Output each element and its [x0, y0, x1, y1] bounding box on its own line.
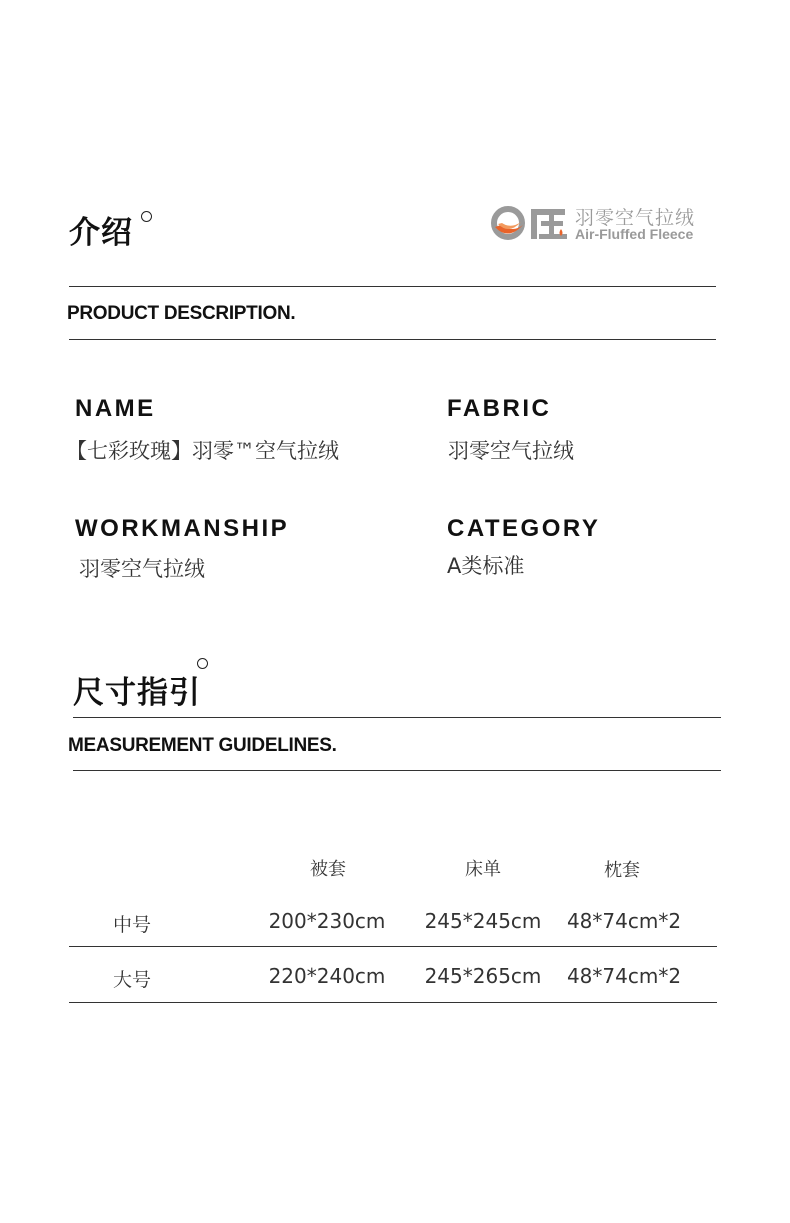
divider: [69, 286, 716, 287]
table-row-divider: [69, 1002, 717, 1003]
brand-logo: [491, 203, 703, 243]
column-header-duvet: 被套: [310, 859, 346, 880]
divider: [69, 339, 716, 340]
intro-title: 介绍: [69, 215, 133, 251]
sheet-size-cell: 245*245cm: [424, 909, 542, 933]
size-guide-title: 尺寸指引: [73, 675, 201, 711]
workmanship-label: WORKMANSHIP: [75, 515, 290, 542]
column-header-pillow: 枕套: [604, 860, 640, 881]
fabric-value: 羽零空气拉绒: [448, 439, 574, 463]
fabric-label: FABRIC: [447, 395, 552, 422]
degree-circle-icon: [141, 211, 152, 222]
name-label: NAME: [75, 395, 156, 422]
divider: [73, 770, 721, 771]
sheet-size-cell: 245*265cm: [424, 964, 542, 988]
workmanship-value: 羽零空气拉绒: [79, 557, 205, 581]
name-value: 【七彩玫瑰】羽零™空气拉绒: [66, 439, 339, 463]
duvet-size-cell: 220*240cm: [268, 964, 386, 988]
pillow-size-cell: 48*74cm*2: [566, 964, 682, 988]
row-size-label: 中号: [112, 914, 151, 936]
row-size-label: 大号: [112, 969, 151, 991]
column-header-sheet: 床单: [465, 859, 501, 880]
brand-name-en: Air-Fluffed Fleece: [575, 226, 694, 242]
intro-subtitle: PRODUCT DESCRIPTION.: [67, 303, 296, 324]
pillow-size-cell: 48*74cm*2: [566, 909, 682, 933]
size-guide-subtitle: MEASUREMENT GUIDELINES.: [68, 735, 337, 756]
category-value: A类标准: [447, 554, 525, 578]
brand-name-cn: 羽零空气拉绒: [575, 207, 696, 229]
degree-circle-icon: [197, 658, 208, 669]
category-label: CATEGORY: [447, 515, 601, 542]
brand-mark-icon: [491, 205, 571, 241]
divider: [73, 717, 721, 718]
table-row-divider: [69, 946, 717, 947]
duvet-size-cell: 200*230cm: [268, 909, 386, 933]
